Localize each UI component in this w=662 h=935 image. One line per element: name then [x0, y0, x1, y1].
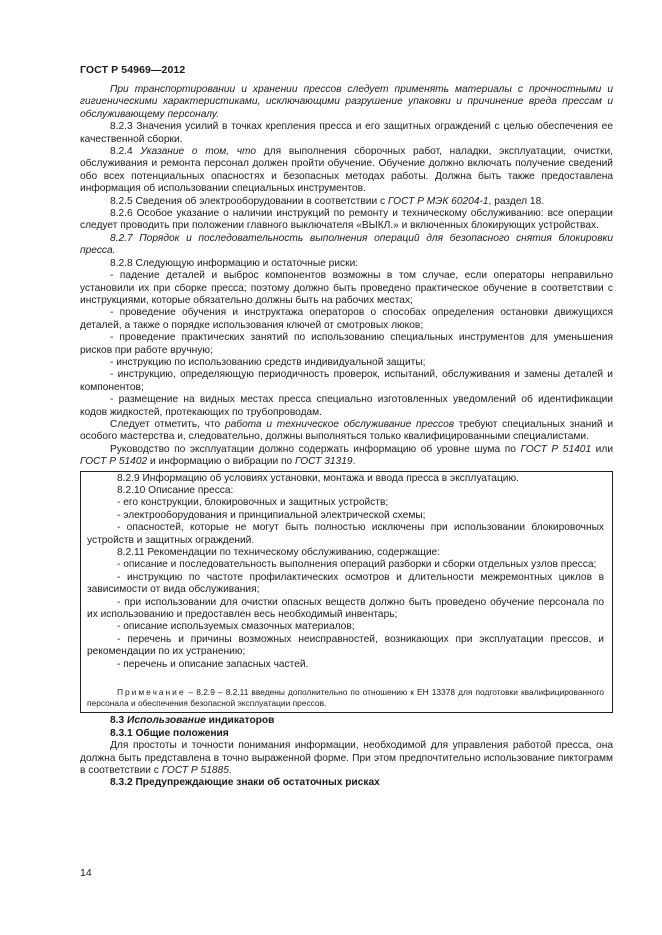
paragraph-8-2-4: 8.2.4 Указание о том, что для выполнения сборочных работ, наладки, эксплуатации, очистки, обслуживания и ремонта персонал должен пройти обучение. Обучение должно включать получение сведений обо всех потенциальных опасностях и безопасных методах работы. Должна быть также предоставлена информация об использовании специальных инструментов.	[80, 146, 613, 195]
list-item: - описание и последовательность выполнения операций разборки и сборки отдельных узлов пресса;	[117, 559, 597, 571]
list-item: - опасностей, которые не могут быть полностью исключены при использовании блокировочных устройств и защитных ограждений.	[87, 522, 604, 546]
list-item: - проведение обучения и инструктажа операторов о способах определения остановки движущихся деталей, а также о порядке использования ключей от смотровых люков;	[80, 307, 613, 331]
framed-addition-box	[80, 471, 613, 714]
paragraph-8-2-8: 8.2.8 Следующую информацию и остаточные риски:	[110, 257, 359, 269]
paragraph-8-2-3: 8.2.3 Значения усилий в точках крепления пресса и его защитных ограждений с целью обеспечения ее качественной сборки.	[80, 121, 613, 145]
paragraph-8-2-11: 8.2.11 Рекомендации по техническому обслуживанию, содержащие:	[117, 547, 441, 559]
paragraph-8-2-10: 8.2.10 Описание пресса:	[117, 485, 234, 496]
paragraph-8-2-6: 8.2.6 Особое указание о наличии инструкций по ремонту и техническому обслуживанию: все операции следует проводить при положении главного выключателя «ВЫКЛ.» и включенных блокирующих устройствах.	[80, 208, 613, 232]
section-8-3-1-heading: 8.3.1 Общие положения	[110, 727, 229, 739]
note-text: – 8.2.9 – 8.2.11 введены дополнительно по отношению к ЕН 13378 для подготовки квалифицированного персонала и обеспечения безопасной эксплуатации прессов.	[87, 687, 604, 708]
paragraph-noise-vibration: Руководство по эксплуатации должно содержать информацию об уровне шума по ГОСТ Р 51401 или ГОСТ Р 51402 и информацию о вибрации по ГОСТ 31319.	[80, 443, 614, 468]
page-number: 14	[80, 867, 92, 879]
section-8-3-heading: 8.3 Использование индикаторов	[110, 715, 275, 727]
document-header: ГОСТ Р 54969—2012	[80, 64, 186, 76]
section-8-3-2-heading: 8.3.2 Предупреждающие знаки об остаточных рисках	[110, 777, 380, 789]
paragraph-pictograms: Для простоты и точности понимания информации, необходимой для управления работой пресса, она должна быть представлена в точно выраженной форме. При этом предпочтительно использование пиктограмм в соответствии с ГОСТ Р 51885.	[80, 740, 613, 776]
paragraph-8-2-7: 8.2.7 Порядок и последовательность выполнения операций для безопасного снятия блокировки пресса.	[80, 232, 613, 257]
list-item: - инструкцию по использованию средств индивидуальной защиты;	[110, 356, 426, 368]
list-item: - инструкцию по частоте профилактических осмотров и длительности межремонтных циклов в зависимости от вида обслуживания;	[87, 571, 604, 596]
list-item: - перечень и причины возможных неисправностей, возникающих при эксплуатации прессов, и рекомендации по их устранению;	[87, 633, 604, 658]
list-item: - размещение на видных местах пресса специально изготовленных уведомлений об идентификации кодов жидкостей, протекающих по трубопроводам.	[80, 394, 613, 418]
list-item: - при использовании для очистки опасных веществ должно быть проведено обучение персонала по их использованию и предоставлен весь необходимый инвентарь;	[87, 596, 604, 621]
paragraph-transport: При транспортировании и хранении прессов следует применять материалы с прочностными и гигиеническими характеристиками, исключающими разрушение упаковки и причинение вреда прессам и обслуживающему персоналу.	[80, 84, 613, 120]
list-item: - его конструкции, блокировочных и защитных устройств;	[117, 497, 389, 509]
paragraph-8-2-5: 8.2.5 Сведения об электрооборудовании в соответствии с ГОСТ Р МЭК 60204-1, раздел 18.	[110, 195, 545, 207]
list-item: - описание используемых смазочных материалов;	[117, 621, 355, 633]
list-item: - проведение практических занятий по использованию специальных инструментов для уменьшения рисков при работе вручную;	[80, 332, 613, 356]
note	[87, 687, 604, 708]
paragraph-qualified-staff: Следует отметить, что работа и техническое обслуживание прессов требуют специальных знаний и особого мастерства и, следовательно, должны выполняться только квалифицированными специалистами.	[80, 418, 614, 443]
list-item: - падение деталей и выброс компонентов возможны в том случае, если операторы неправильно установили их при сборке пресса; поэтому должно быть проведено практическое обучение в соответствии с инструкциями, которые обязательно должны быть на рабочих местах;	[80, 270, 613, 306]
list-item: - перечень и описание запасных частей.	[117, 658, 309, 670]
document-body	[80, 84, 613, 790]
paragraph-8-2-9: 8.2.9 Информацию об условиях установки, монтажа и ввода пресса в эксплуатацию.	[117, 472, 519, 484]
list-item: - электрооборудования и принципиальной электрической схемы;	[117, 509, 426, 521]
note-label: Примечание	[117, 687, 186, 698]
list-item: - инструкцию, определяющую периодичность проверок, испытаний, обслуживания и замены деталей и компонентов;	[80, 369, 613, 393]
